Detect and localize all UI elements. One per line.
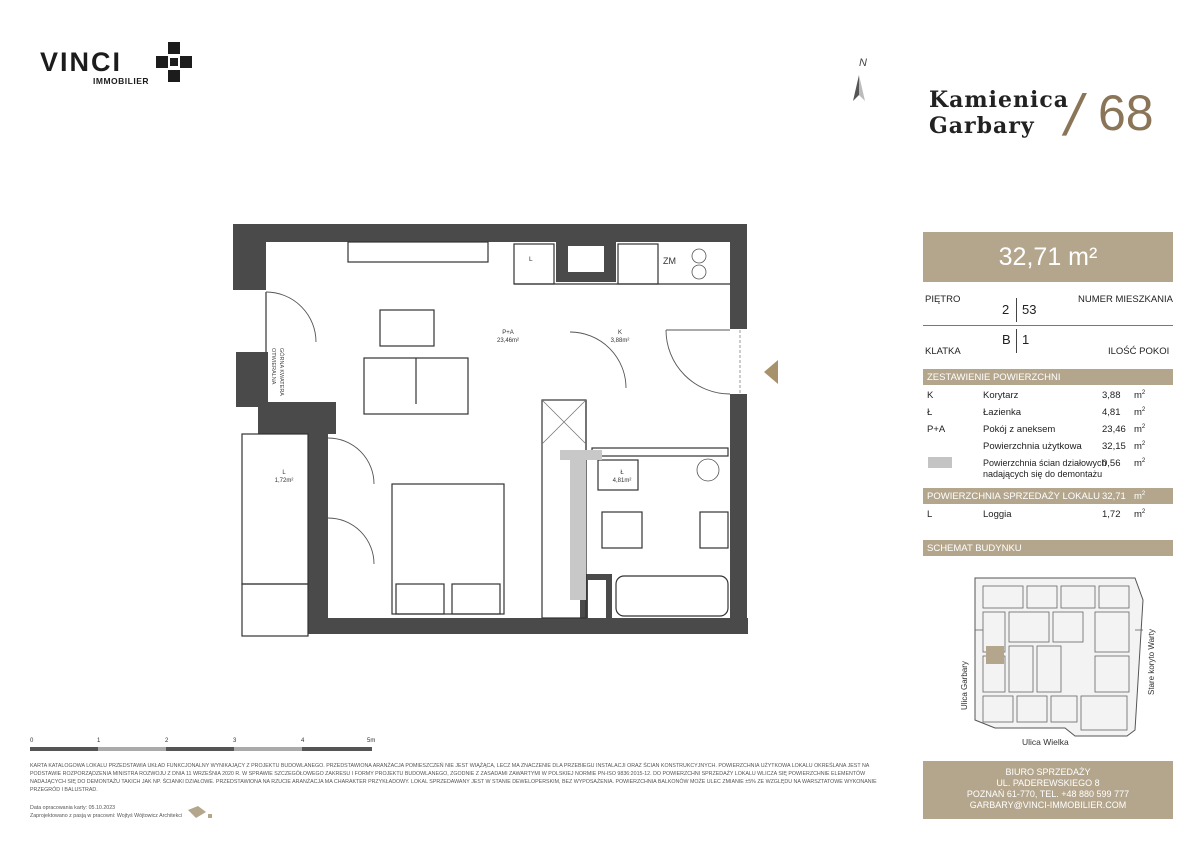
brand-name-line1: Kamienica [929,87,1070,113]
room-l-area: 4,81m² [612,478,632,484]
window-note-line2: OTWIERALNA [270,348,276,385]
rooms-label: ILOŚĆ POKOI [1108,346,1170,357]
unit-exponent: 2 [1141,390,1146,396]
north-arrow-icon [853,75,865,101]
unit: m [1134,390,1142,401]
unit-exponent: 2 [1141,491,1146,497]
entrance-marker-icon [764,360,778,384]
street-right: Stare koryto Warty [1147,629,1156,695]
sales-area-bar [923,488,1173,504]
office-line3: POZNAŃ 61-770, TEL. +48 880 599 777 [966,789,1130,799]
scale-tick: 0 [30,738,34,744]
unit: m [1134,458,1142,469]
walls-value: 0,56 [1102,458,1121,469]
window-note-line1: GÓRNA KWATERA [278,348,284,396]
area-value: 23,46 [1102,424,1126,435]
building-schematic [955,570,1160,750]
scale-tick: 1 [97,738,101,744]
office-email: GARBARY@VINCI-IMMOBILIER.COM [969,800,1127,810]
unit: m [1134,407,1142,418]
logo-wordmark: VINCI [40,47,123,77]
author-note: Zaprojektowano z pasją w pracowni: Wojtyś Wójtowicz Architekci [30,813,183,819]
room-pa-area: 23,46m² [496,338,519,344]
room-l-code: Ł [620,470,624,476]
sales-area-value: 32,71 [1102,491,1126,502]
area-code: Ł [927,407,933,418]
divider [923,325,1173,326]
divider [1016,298,1017,322]
area-name: Pokój z aneksem [983,424,1056,435]
scale-tick: 5m [367,738,376,744]
areas-header [923,369,1173,385]
loggia-unit [1134,509,1145,520]
fridge-label: L [529,256,533,263]
building-header [923,540,1173,556]
apartment-highlight [986,646,1004,664]
area-value: 4,81 [1102,407,1121,418]
wall-swatch [928,457,952,468]
area-value: 32,15 [1102,441,1126,452]
scale-tick: 2 [165,738,169,744]
building-header-label: SCHEMAT BUDYNKU [927,542,1022,554]
date-note: Data opracowania karty: 05.10.2023 [30,805,116,811]
unit-exponent: 2 [1141,509,1146,515]
room-k-code: K [617,330,622,336]
room-k-area: 3,88m² [610,338,630,344]
scale-tick: 3 [233,738,237,744]
street-left: Ulica Garbary [960,661,969,710]
brand-name-line2: Garbary [929,113,1035,139]
scale-tick: 4 [301,738,305,744]
office-line2: UL. PADEREWSKIEGO 8 [996,778,1100,788]
logo-subtitle: IMMOBILIER [93,76,149,86]
north-label: N [859,57,867,69]
logo-mark-icon [152,40,202,90]
area-code: K [927,390,934,401]
rooms-value: 1 [1022,332,1030,347]
scale-bar-segment [234,747,302,751]
area-unit [1134,390,1145,401]
area-unit [1134,407,1145,418]
disclaimer-text: KARTA KATALOGOWA LOKALU PRZEDSTAWIA UKŁAD FUNKCJONALNY WYNIKAJĄCY Z PROJEKTU BUDOWLANEGO. PRZEDSTAWIONA ARANŻACJA POMIESZCZEŃ NIE JEST WIĄŻĄCA, LECZ MA ZNACZENIE DLA PRZEBIEGU INSTALACJI ORAZ ŚCIAN KONSTRUKCYJNYCH. POWIERZCHNIA UŻYTKOWA LOKALU OKREŚLANA JEST NA PODSTAWIE ROZPORZĄDZENIA MINISTRA ROZWOJU Z DNIA 11 WRZEŚNIA 2020 R. W SPRAWIE SZCZEGÓŁOWEGO ZAKRESU I FORMY PROJEKTU BUDOWLANEGO, ZGODNIE Z ZASADAMI ZAWARTYMI W POLSKIEJ NORMIE PN-ISO 9836:2015-12. DO POWIERZCHNI SPRZEDAŻY LOKALU WLICZA SIĘ POWIERZCHNIE ELEMENTÓW NADAJĄCYCH SIĘ DO DEMONTAŻU TAKICH JAK NP. ŚCIANKI DZIAŁOWE. PRZEDSTAWIONA NA RZUCIE ARANŻACJA MA CHARAKTER PRZYKŁADOWY. LOKAL SPRZEDAWANY JEST W STANIE DEWELOPERSKIM, BEZ WYPOSAŻENIA. POWIERZCHNIA BALKONÓW MOŻE ULEC ZMIANIE ±5% ZE WZGLĘDU NA WARSZTATOWE WYKONANIE PRZEGRÓD I BALUSTRAD. [30,763,877,793]
stair-label: KLATKA [925,346,961,357]
area-unit [1134,441,1145,452]
loggia-plan-area: 1,72m² [274,478,294,484]
room-pa-code: P+A [502,330,514,336]
floor-plan [230,222,752,640]
areas-header-label: ZESTAWIENIE POWIERZCHNI [927,371,1061,383]
loggia-value: 1,72 [1102,509,1121,520]
office-line1: BIURO SPRZEDAŻY [1005,767,1091,777]
unit: m [1134,424,1142,435]
scale-bar [30,747,372,751]
unit: m [1134,509,1142,520]
unit: m [1134,491,1142,502]
area-unit [1134,424,1145,435]
architect-logo-icon [188,806,214,820]
loggia-plan-code: L [282,470,286,476]
scale-bar-segment [98,747,166,751]
area-name: Powierzchnia użytkowa [983,441,1082,452]
total-area-value: 32,71 m² [998,242,1098,271]
unit-exponent: 2 [1141,441,1146,447]
area-value: 3,88 [1102,390,1121,401]
stair-value: B [1002,332,1011,347]
loggia-code: L [927,509,933,520]
unit-exponent: 2 [1141,424,1146,430]
loggia-name: Loggia [983,509,1012,520]
sales-area-label: POWIERZCHNIA SPRZEDAŻY LOKALU [927,490,1100,502]
total-area-box [923,232,1173,282]
washing-machine-label: ZM [663,256,676,266]
area-code: P+A [927,424,946,435]
walls-name-line2: nadających się do demontażu [983,469,1103,479]
street-bottom: Ulica Wielka [1022,737,1069,747]
unit-exponent: 2 [1141,407,1146,413]
floor-label: PIĘTRO [925,294,961,305]
walls-unit [1134,458,1145,469]
unit: m [1134,441,1142,452]
area-name: Łazienka [983,407,1022,418]
area-name: Korytarz [983,390,1019,401]
apt-number-value: 53 [1022,302,1037,317]
building-number: 68 [1098,85,1154,141]
sales-area-unit [1134,491,1145,502]
floor-value: 2 [1002,302,1010,317]
brand-slash: / [1059,83,1090,148]
sales-office-box [923,761,1173,819]
unit-exponent: 2 [1141,458,1146,464]
divider [1016,329,1017,353]
apt-number-label: NUMER MIESZKANIA [1078,294,1174,305]
walls-name-line1: Powierzchnia ścian działowych [983,458,1107,468]
